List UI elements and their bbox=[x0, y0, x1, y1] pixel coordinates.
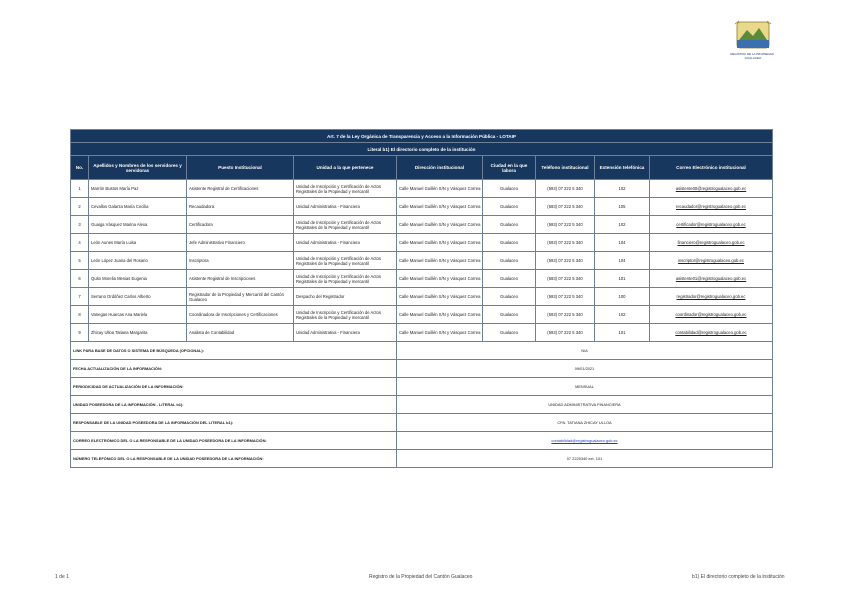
metadata-value: N/A bbox=[397, 342, 773, 360]
metadata-row bbox=[71, 396, 773, 414]
table-cell: (593) 07 222 5 340 bbox=[536, 198, 595, 216]
table-cell: 104 bbox=[595, 234, 650, 252]
column-header: Apellidos y Nombres de los servidores y servidoras bbox=[89, 156, 187, 180]
column-header: Extensión telefónica bbox=[595, 156, 650, 180]
table-cell: (593) 07 222 5 340 bbox=[536, 288, 595, 306]
table-cell: Quito Morelia Mesias Eugenia bbox=[89, 270, 187, 288]
email-link[interactable]: certificador@registrogualaceo.gob.ec bbox=[650, 216, 773, 234]
email-link[interactable]: asistente01@registrogualaceo.gob.ec bbox=[650, 270, 773, 288]
table-subtitle: Literal b1) El directorio completo de la institución bbox=[71, 143, 773, 156]
table-cell: (593) 07 222 5 340 bbox=[536, 234, 595, 252]
metadata-value: 09/01/2021 bbox=[397, 360, 773, 378]
table-row bbox=[71, 288, 773, 306]
table-cell: León López Juana del Rosario bbox=[89, 252, 187, 270]
metadata-row bbox=[71, 432, 773, 450]
table-cell: Gualaceo bbox=[483, 306, 536, 324]
table-cell: Marrón Bustos María Paz bbox=[89, 180, 187, 198]
metadata-row bbox=[71, 450, 773, 468]
table-cell: Vanegas Huarcas Ana Mariela bbox=[89, 306, 187, 324]
table-cell: 4 bbox=[71, 234, 89, 252]
table-cell: León Aunes María Luisa bbox=[89, 234, 187, 252]
table-cell: Calle Manuel Guillén S/N y Vásquez Correa bbox=[397, 180, 483, 198]
metadata-row bbox=[71, 342, 773, 360]
table-cell: Unidad de Inscripción y Certificación de Actos Registrales de la Propiedad y mercantil bbox=[294, 270, 397, 288]
metadata-label: LINK PARA BASE DE DATOS O SISTEMA DE BÚSQUEDA (OPCIONAL): bbox=[71, 342, 397, 360]
metadata-label: NÚMERO TELEFÓNICO DEL O LA RESPONSABLE DE LA UNIDAD POSEEDORA DE LA INFORMACIÓN: bbox=[71, 450, 397, 468]
table-cell: Unidad de Inscripción y Certificación de Actos Registrales de la Propiedad y mercantil bbox=[294, 180, 397, 198]
metadata-row bbox=[71, 360, 773, 378]
table-cell: Calle Manuel Guillén S/N y Vásquez Correa bbox=[397, 198, 483, 216]
metadata-value: CPA. TATIANA ZHICAY ULLOA bbox=[397, 414, 773, 432]
table-cell: Serrano Ordóñez Carlos Alberto bbox=[89, 288, 187, 306]
metadata-label: FECHA ACTUALIZACIÓN DE LA INFORMACIÓN: bbox=[71, 360, 397, 378]
header-row bbox=[71, 156, 773, 180]
table-cell: Unidad Administrativa - Financiera bbox=[294, 324, 397, 342]
table-row bbox=[71, 198, 773, 216]
column-header: Unidad a la que pertenece bbox=[294, 156, 397, 180]
email-link[interactable]: contabilidad@registrogualaceo.gob.ec bbox=[650, 324, 773, 342]
table-cell: 101 bbox=[595, 324, 650, 342]
table-row bbox=[71, 324, 773, 342]
table-cell: Calle Manuel Guillén S/N y Vásquez Correa bbox=[397, 288, 483, 306]
table-cell: Unidad de Inscripción y Certificación de Actos Registrales de la Propiedad y mercantil bbox=[294, 216, 397, 234]
table-cell: 101 bbox=[595, 270, 650, 288]
table-cell: Gualaceo bbox=[483, 234, 536, 252]
table-cell: Unidad Administrativa - Financiera bbox=[294, 198, 397, 216]
column-header: No. bbox=[71, 156, 89, 180]
table-row bbox=[71, 306, 773, 324]
column-header: Correo Electrónico institucional bbox=[650, 156, 773, 180]
table-cell: 3 bbox=[71, 216, 89, 234]
table-row bbox=[71, 234, 773, 252]
table-cell: Gualaceo bbox=[483, 288, 536, 306]
table-cell: Asistente Registral de Inscripciones bbox=[187, 270, 294, 288]
table-cell: Calle Manuel Guillén S/N y Vásquez Correa bbox=[397, 252, 483, 270]
table-cell: Certificadora bbox=[187, 216, 294, 234]
table-cell: Gualaceo bbox=[483, 216, 536, 234]
metadata-label: CORREO ELECTRÓNICO DEL O LA RESPONSABLE DE LA UNIDAD POSEEDORA DE LA INFORMACIÓN: bbox=[71, 432, 397, 450]
table-cell: (593) 07 222 5 340 bbox=[536, 216, 595, 234]
table-cell: Gualaceo bbox=[483, 324, 536, 342]
metadata-row bbox=[71, 414, 773, 432]
table-cell: Coordinadora de Inscripciones y Certificaciones bbox=[187, 306, 294, 324]
table-cell: Recaudadora bbox=[187, 198, 294, 216]
table-cell: Asistente Registral de Certificaciones bbox=[187, 180, 294, 198]
table-row bbox=[71, 180, 773, 198]
email-link[interactable]: coordinador@registrogualaceo.gob.ec bbox=[650, 306, 773, 324]
table-cell: (593) 07 222 5 340 bbox=[536, 252, 595, 270]
table-cell: 2 bbox=[71, 198, 89, 216]
email-link[interactable]: registrador@registrogualaceo.gob.ec bbox=[650, 288, 773, 306]
table-cell: Registrador de la Propiedad y Mercantil del Cantón Gualaceo bbox=[187, 288, 294, 306]
metadata-label: PERIODICIDAD DE ACTUALIZACIÓN DE LA INFORMACIÓN: bbox=[71, 378, 397, 396]
table-cell: 100 bbox=[595, 288, 650, 306]
table-cell: Unidad Administrativa - Financiera bbox=[294, 234, 397, 252]
table-body bbox=[71, 180, 773, 468]
table-cell: 1 bbox=[71, 180, 89, 198]
table-cell: Calle Manuel Guillén S/N y Vásquez Correa bbox=[397, 306, 483, 324]
table-cell: 102 bbox=[595, 306, 650, 324]
column-header: Ciudad en la que labora bbox=[483, 156, 536, 180]
table-cell: 102 bbox=[595, 180, 650, 198]
table-cell: 9 bbox=[71, 324, 89, 342]
email-link[interactable]: asistente00@registrogualaceo.gob.ec bbox=[650, 180, 773, 198]
table-cell: Unidad de Inscripción y Certificación de Actos Registrales de la Propiedad y mercantil bbox=[294, 306, 397, 324]
table-cell: Unidad de Inscripción y Certificación de Actos Registrales de la Propiedad y mercantil bbox=[294, 252, 397, 270]
table-cell: Calle Manuel Guillén S/N y Vásquez Correa bbox=[397, 270, 483, 288]
logo-caption: REGISTRO DE LA PROPIEDAD · GUALACEO bbox=[730, 52, 776, 60]
column-header: Dirección institucional bbox=[397, 156, 483, 180]
metadata-value: MENSUAL bbox=[397, 378, 773, 396]
footer-center: Registro de la Propiedad del Cantón Gualaceo bbox=[369, 574, 473, 580]
table-cell: 8 bbox=[71, 306, 89, 324]
table-cell: Gualaceo bbox=[483, 252, 536, 270]
column-header: Teléfono institucional bbox=[536, 156, 595, 180]
metadata-label: UNIDAD POSEEDORA DE LA INFORMACIÓN - LITERAL b1): bbox=[71, 396, 397, 414]
footer-right: b1) El directorio completo de la institución bbox=[692, 574, 785, 580]
table-cell: Gualaceo bbox=[483, 180, 536, 198]
table-cell: Jefe Administrativo Financiero bbox=[187, 234, 294, 252]
table-cell: 102 bbox=[595, 216, 650, 234]
table-row bbox=[71, 216, 773, 234]
table-cell: 6 bbox=[71, 270, 89, 288]
table-cell: 104 bbox=[595, 252, 650, 270]
table-cell: Guaiga Vásquez Marina Alexa bbox=[89, 216, 187, 234]
table-title: Art. 7 de la Ley Orgánica de Transparencia y Acceso a la Información Pública - LOTAIP bbox=[71, 130, 773, 143]
table-cell: (593) 07 222 5 340 bbox=[536, 180, 595, 198]
table-cell: (593) 07 222 5 340 bbox=[536, 324, 595, 342]
table-cell: Inscriptora bbox=[187, 252, 294, 270]
footer-page: 1 de 1 bbox=[55, 574, 69, 580]
table-row bbox=[71, 252, 773, 270]
table-cell: (593) 07 222 5 340 bbox=[536, 270, 595, 288]
metadata-value: 07 2225340 ext. 101 bbox=[397, 450, 773, 468]
metadata-email-link[interactable]: contabilidad@registrogualaceo.gob.ec bbox=[397, 432, 773, 450]
table-cell: (593) 07 222 5 340 bbox=[536, 306, 595, 324]
column-header: Puesto Institucional bbox=[187, 156, 294, 180]
email-link[interactable]: inscriptor@registrogualaceo.gob.ec bbox=[650, 252, 773, 270]
table-cell: 7 bbox=[71, 288, 89, 306]
table-cell: Zhicay Ulloa Tatiana Margarita bbox=[89, 324, 187, 342]
table-cell: 5 bbox=[71, 252, 89, 270]
metadata-label: RESPONSABLE DE LA UNIDAD POSEEDORA DE LA INFORMACIÓN DEL LITERAL b1): bbox=[71, 414, 397, 432]
table-cell: Calle Manuel Guillén S/N y Vásquez Correa bbox=[397, 234, 483, 252]
table-cell: Analista de Contabilidad bbox=[187, 324, 294, 342]
email-link[interactable]: financiero@registrogualaceo.gob.ec bbox=[650, 234, 773, 252]
metadata-value: UNIDAD ADMINISTRATIVA FINANCIERA bbox=[397, 396, 773, 414]
table-cell: Gualaceo bbox=[483, 270, 536, 288]
metadata-row bbox=[71, 378, 773, 396]
email-link[interactable]: recaudador@registrogualaceo.gob.ec bbox=[650, 198, 773, 216]
table-row bbox=[71, 270, 773, 288]
table-cell: Cevallos Galarza María Cecilia bbox=[89, 198, 187, 216]
table-cell: Calle Manuel Guillén S/N y Vásquez Correa bbox=[397, 216, 483, 234]
table-cell: Calle Manuel Guillén S/N y Vásquez Correa bbox=[397, 324, 483, 342]
table-cell: Despacho del Registrador bbox=[294, 288, 397, 306]
table-cell: Gualaceo bbox=[483, 198, 536, 216]
table-cell: 105 bbox=[595, 198, 650, 216]
directory-table bbox=[70, 129, 773, 468]
